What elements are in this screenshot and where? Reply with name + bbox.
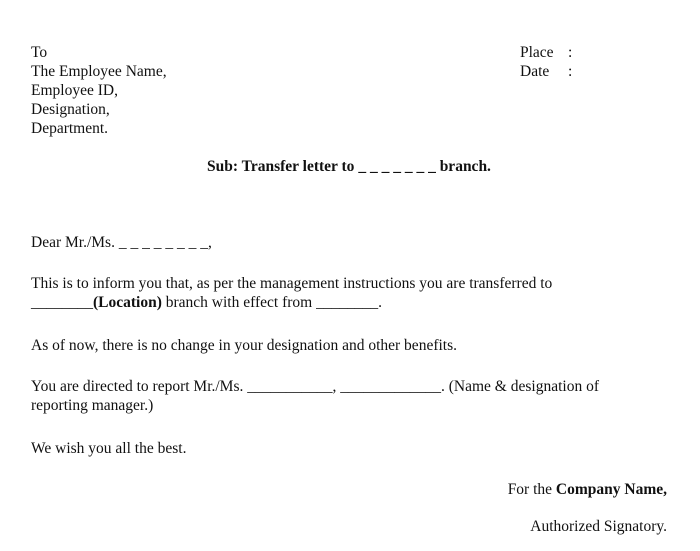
to-label: To [31,44,48,61]
paragraph-transfer [31,274,552,312]
date-row [520,62,578,81]
closing-signatory: Authorized Signatory. [530,518,667,535]
date-label: Date [520,63,550,80]
subject-blank: _ _ _ _ _ _ _ [358,158,436,175]
recipient-name: The Employee Name, [31,63,167,80]
paragraph-report-line1 [31,377,599,396]
paragraph-report-line2: reporting manager.) [31,397,154,414]
closing-company-name: Company Name, [555,481,667,498]
recipient-designation: Designation, [31,101,110,118]
subject-prefix: Sub: Transfer letter to [207,158,355,175]
effect-text: branch with effect from [165,294,313,311]
closing-for-the: For the [507,481,553,498]
place-date-block [520,43,578,81]
paragraph-transfer-line2 [31,293,552,312]
recipient-id: Employee ID, [31,82,118,99]
recipient-block [31,43,167,138]
salutation [31,233,212,252]
closing-company [508,480,667,499]
location-label: (Location) [93,294,162,311]
manager-designation-blank: _____________. [340,378,445,395]
paragraph-no-change: As of now, there is no change in your designation and other benefits. [31,337,458,354]
report-suffix: (Name & designation of [448,378,599,395]
place-row [520,43,578,62]
paragraph-report [31,377,599,415]
paragraph-transfer-line1: This is to inform you that, as per the management instructions you are transferred to [31,275,553,292]
place-colon: : [568,44,573,61]
effect-date-blank: ________. [316,294,382,311]
manager-name-blank: ___________, [247,378,337,395]
salutation-blank: _ _ _ _ _ _ _ _, [118,234,212,251]
salutation-text: Dear Mr./Ms. [31,234,115,251]
location-blank: ________ [31,294,93,311]
date-colon: : [568,63,573,80]
paragraph-wishes: We wish you all the best. [31,440,187,457]
recipient-department: Department. [31,120,109,137]
subject-line [0,157,700,176]
subject-suffix: branch. [439,158,491,175]
place-label: Place [520,44,554,61]
report-prefix: You are directed to report Mr./Ms. [31,378,244,395]
